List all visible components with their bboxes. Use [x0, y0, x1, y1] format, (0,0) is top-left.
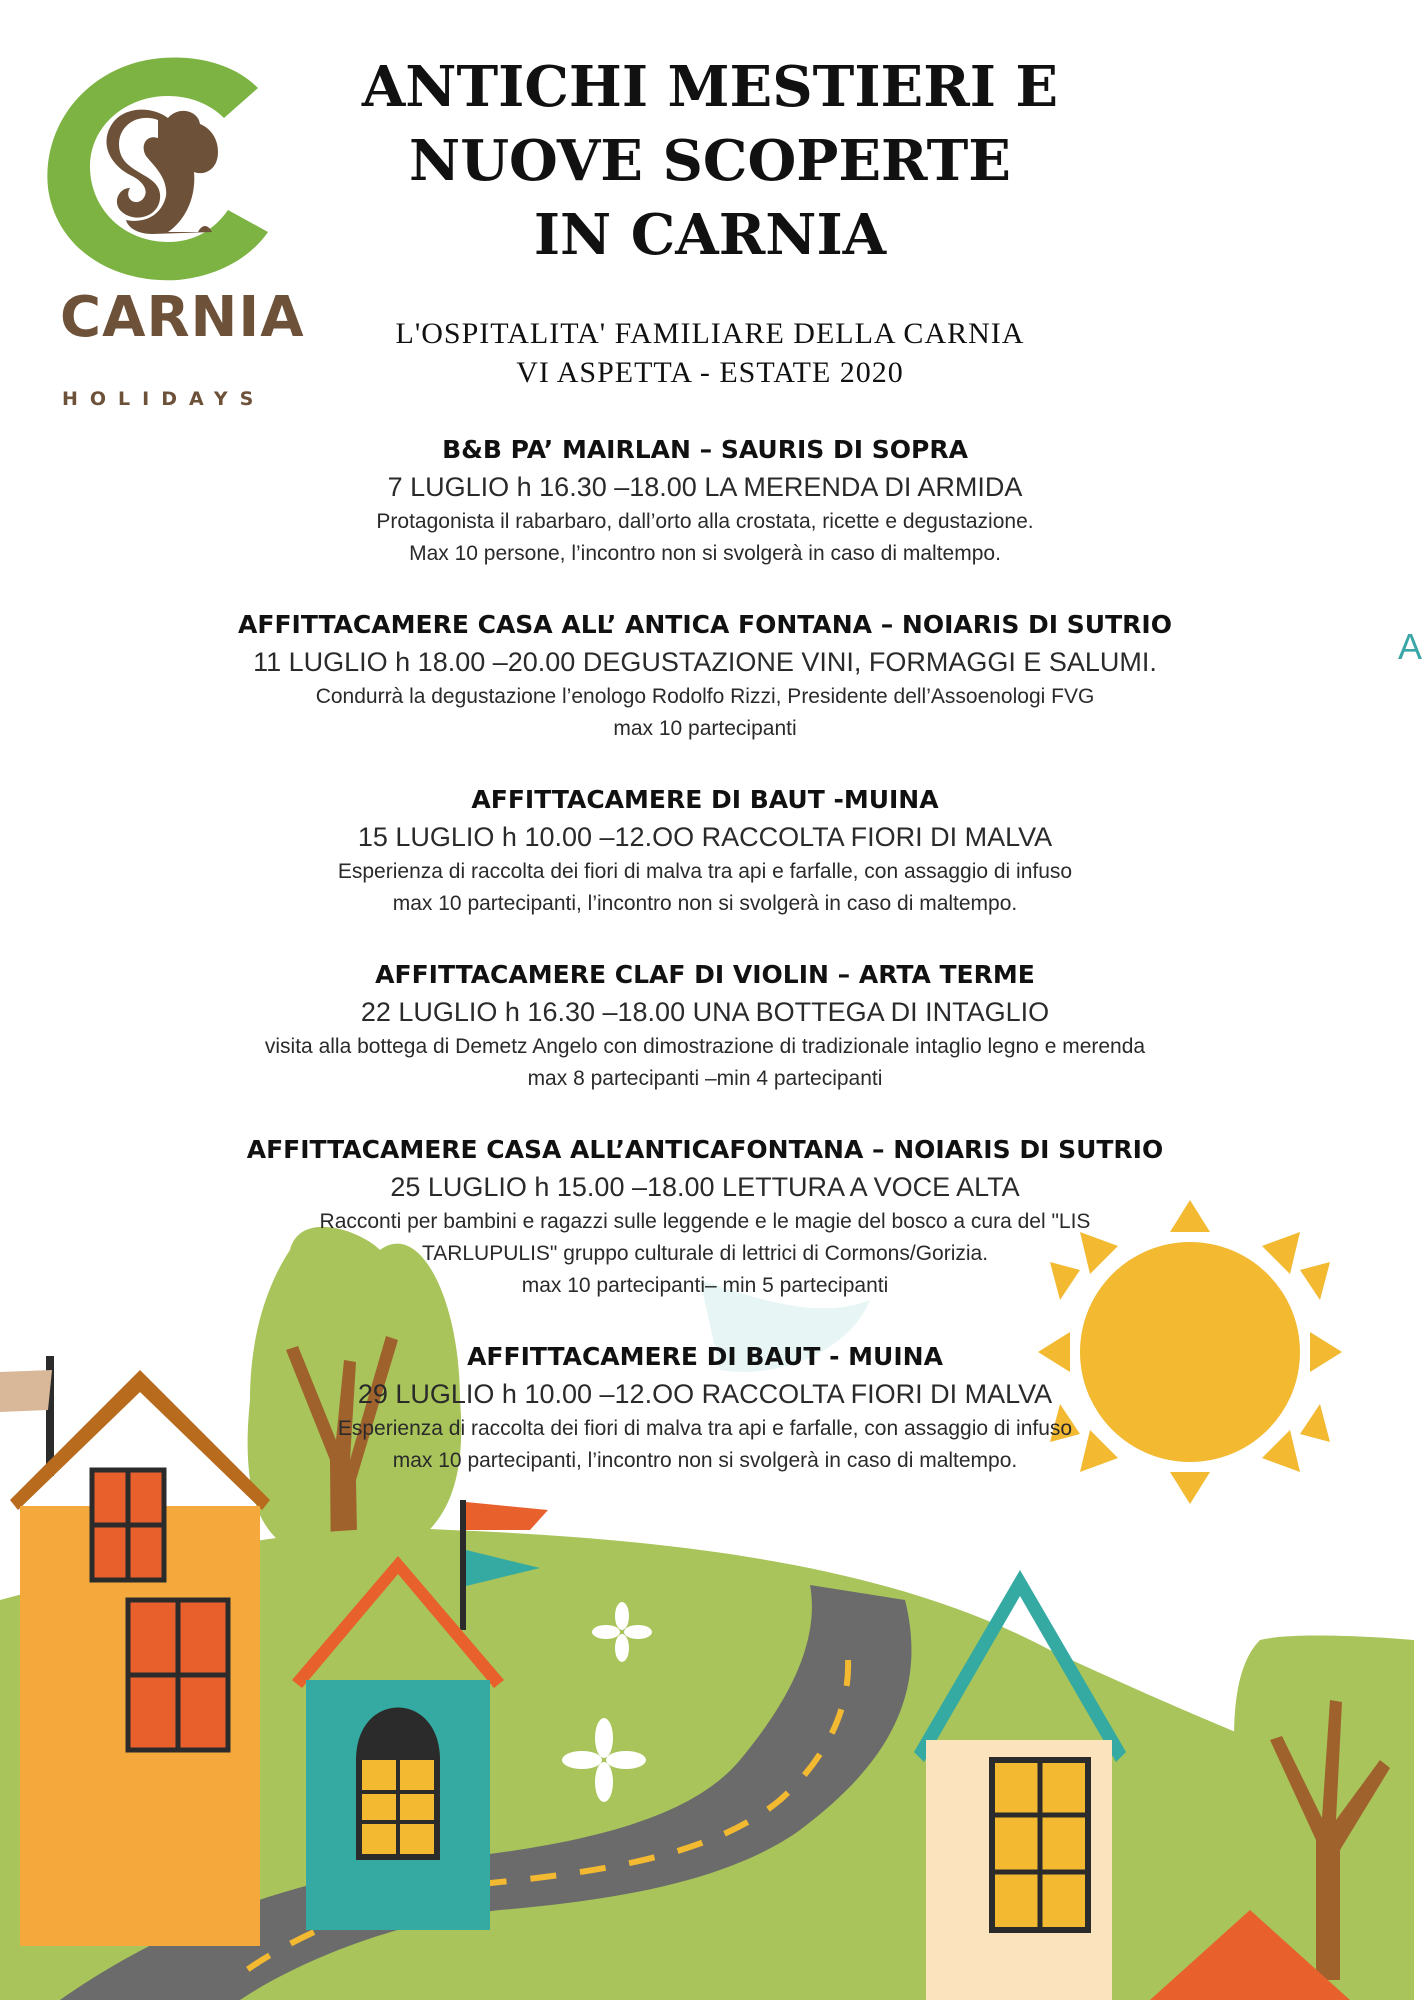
event-item — [110, 607, 1300, 745]
event-host: AFFITTACAMERE DI BAUT - MUINA — [467, 1342, 943, 1371]
event-description — [110, 856, 1300, 920]
event-host: AFFITTACAMERE DI BAUT -MUINA — [471, 785, 939, 814]
event-desc-line: Esperienza di raccolta dei fiori di malva tra api e farfalle, con assaggio di infuso — [337, 860, 1073, 883]
event-desc-line: Max 10 persone, l’incontro non si svolgerà in caso di maltempo. — [409, 542, 1001, 565]
event-desc-line: max 10 partecipanti, l’incontro non si svolgerà in caso di maltempo. — [392, 1449, 1018, 1472]
event-item — [110, 432, 1300, 570]
event-host: AFFITTACAMERE CASA ALL’ANTICAFONTANA – NOIARIS DI SUTRIO — [246, 1135, 1164, 1164]
event-host: B&B PA’ MAIRLAN – SAURIS DI SOPRA — [442, 435, 968, 464]
event-desc-line: Esperienza di raccolta dei fiori di malva tra api e farfalle, con assaggio di infuso — [337, 1417, 1073, 1440]
event-host: AFFITTACAMERE CLAF DI VIOLIN – ARTA TERME — [375, 960, 1035, 989]
event-when: 11 LUGLIO h 18.00 –20.00 DEGUSTAZIONE VINI, FORMAGGI E SALUMI. — [253, 647, 1157, 677]
subtitle-line-1: L'OSPITALITA' FAMILIARE DELLA CARNIA — [395, 317, 1025, 350]
event-description — [110, 1413, 1300, 1477]
subtitle-line-2: VI ASPETTA - ESTATE 2020 — [516, 356, 904, 389]
event-when: 15 LUGLIO h 10.00 –12.OO RACCOLTA FIORI DI MALVA — [357, 822, 1053, 852]
event-when: 29 LUGLIO h 10.00 –12.OO RACCOLTA FIORI DI MALVA — [357, 1379, 1053, 1409]
event-desc-line: Racconti per bambini e ragazzi sulle leggende e le magie del bosco a cura del "LIS — [319, 1210, 1091, 1233]
event-item — [110, 957, 1300, 1095]
title-line-1: ANTICHI MESTIERI E — [361, 54, 1059, 120]
event-desc-line: visita alla bottega di Demetz Angelo con dimostrazione di tradizionale intaglio legno e merenda — [264, 1035, 1146, 1058]
event-description — [110, 1031, 1300, 1095]
event-description — [110, 1206, 1300, 1302]
event-desc-line: Condurrà la degustazione l’enologo Rodolfo Rizzi, Presidente dell’Assoenologi FVG — [315, 685, 1095, 708]
event-desc-line: TARLUPULIS" gruppo culturale di lettrici di Cormons/Gorizia. — [421, 1242, 989, 1265]
logo-tagline-text: HOLIDAYS — [62, 388, 266, 410]
page-subtitle — [330, 314, 1090, 392]
event-desc-line: max 10 partecipanti, l’incontro non si svolgerà in caso di maltempo. — [392, 892, 1018, 915]
event-item — [110, 1339, 1300, 1477]
event-when: 7 LUGLIO h 16.30 –18.00 LA MERENDA DI ARMIDA — [387, 472, 1023, 502]
event-desc-line: max 8 partecipanti –min 4 partecipanti — [527, 1067, 883, 1090]
edge-letter: A — [1398, 626, 1422, 667]
event-host: AFFITTACAMERE CASA ALL’ ANTICA FONTANA – NOIARIS DI SUTRIO — [238, 610, 1172, 639]
event-item — [110, 782, 1300, 920]
event-desc-line: max 10 partecipanti– min 5 partecipanti — [521, 1274, 889, 1297]
event-description — [110, 506, 1300, 570]
title-line-2: NUOVE SCOPERTE — [409, 128, 1011, 194]
event-list — [110, 432, 1300, 1514]
event-when: 25 LUGLIO h 15.00 –18.00 LETTURA A VOCE ALTA — [390, 1172, 1020, 1202]
carnia-holidays-logo — [28, 48, 305, 410]
title-line-3: IN CARNIA — [533, 202, 887, 268]
squirrel-c-logo-icon — [28, 48, 298, 288]
event-desc-line: Protagonista il rabarbaro, dall’orto alla crostata, ricette e degustazione. — [376, 510, 1034, 533]
event-desc-line: max 10 partecipanti — [613, 717, 797, 740]
page-title — [330, 50, 1090, 272]
event-when: 22 LUGLIO h 16.30 –18.00 UNA BOTTEGA DI INTAGLIO — [360, 997, 1050, 1027]
event-description — [110, 681, 1300, 745]
event-item — [110, 1132, 1300, 1302]
logo-brand-text: CARNIA — [60, 285, 305, 350]
